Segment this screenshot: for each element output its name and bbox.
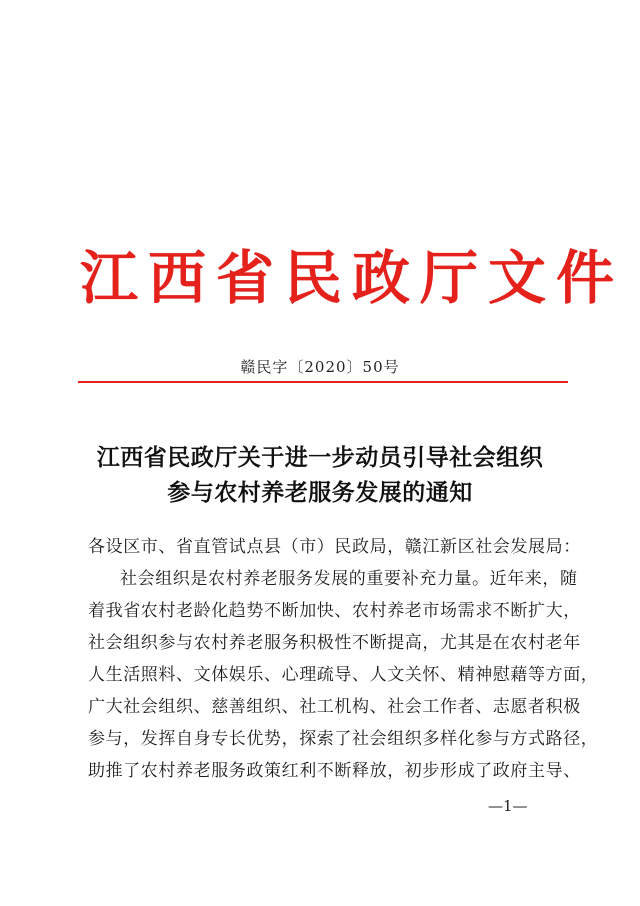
notice-title-line-1: 江西省民政厅关于进一步动员引导社会组织	[96, 444, 544, 471]
body-line: 着我省农村老龄化趋势不断加快、农村养老市场需求不断扩大，	[88, 601, 581, 621]
notice-title-line-2: 参与农村养老服务发展的通知	[167, 479, 473, 506]
body-line: 广大社会组织、慈善组织、社工机构、社会工作者、志愿者积极	[88, 697, 581, 717]
masthead-title: 江西省民政厅文件	[80, 244, 625, 312]
document-number: 赣民字〔2020〕50号	[240, 358, 400, 376]
body-line: 社会组织参与农村养老服务积极性不断提高，尤其是在农村老年	[88, 633, 581, 653]
salutation: 各设区市、省直管试点县（市）民政局，赣江新区社会发展局：	[88, 537, 581, 557]
body-line: 社会组织是农村养老服务发展的重要补充力量。近年来，随	[120, 569, 578, 589]
body-line: 参与，发挥自身专长优势，探索了社会组织多样化参与方式路径，	[88, 729, 599, 749]
page-number: —1—	[488, 797, 528, 815]
body-line: 助推了农村养老服务政策红利不断释放，初步形成了政府主导、	[88, 761, 581, 781]
red-divider-line	[78, 381, 568, 383]
body-line: 人生活照料、文体娱乐、心理疏导、人文关怀、精神慰藉等方面，	[88, 665, 599, 685]
